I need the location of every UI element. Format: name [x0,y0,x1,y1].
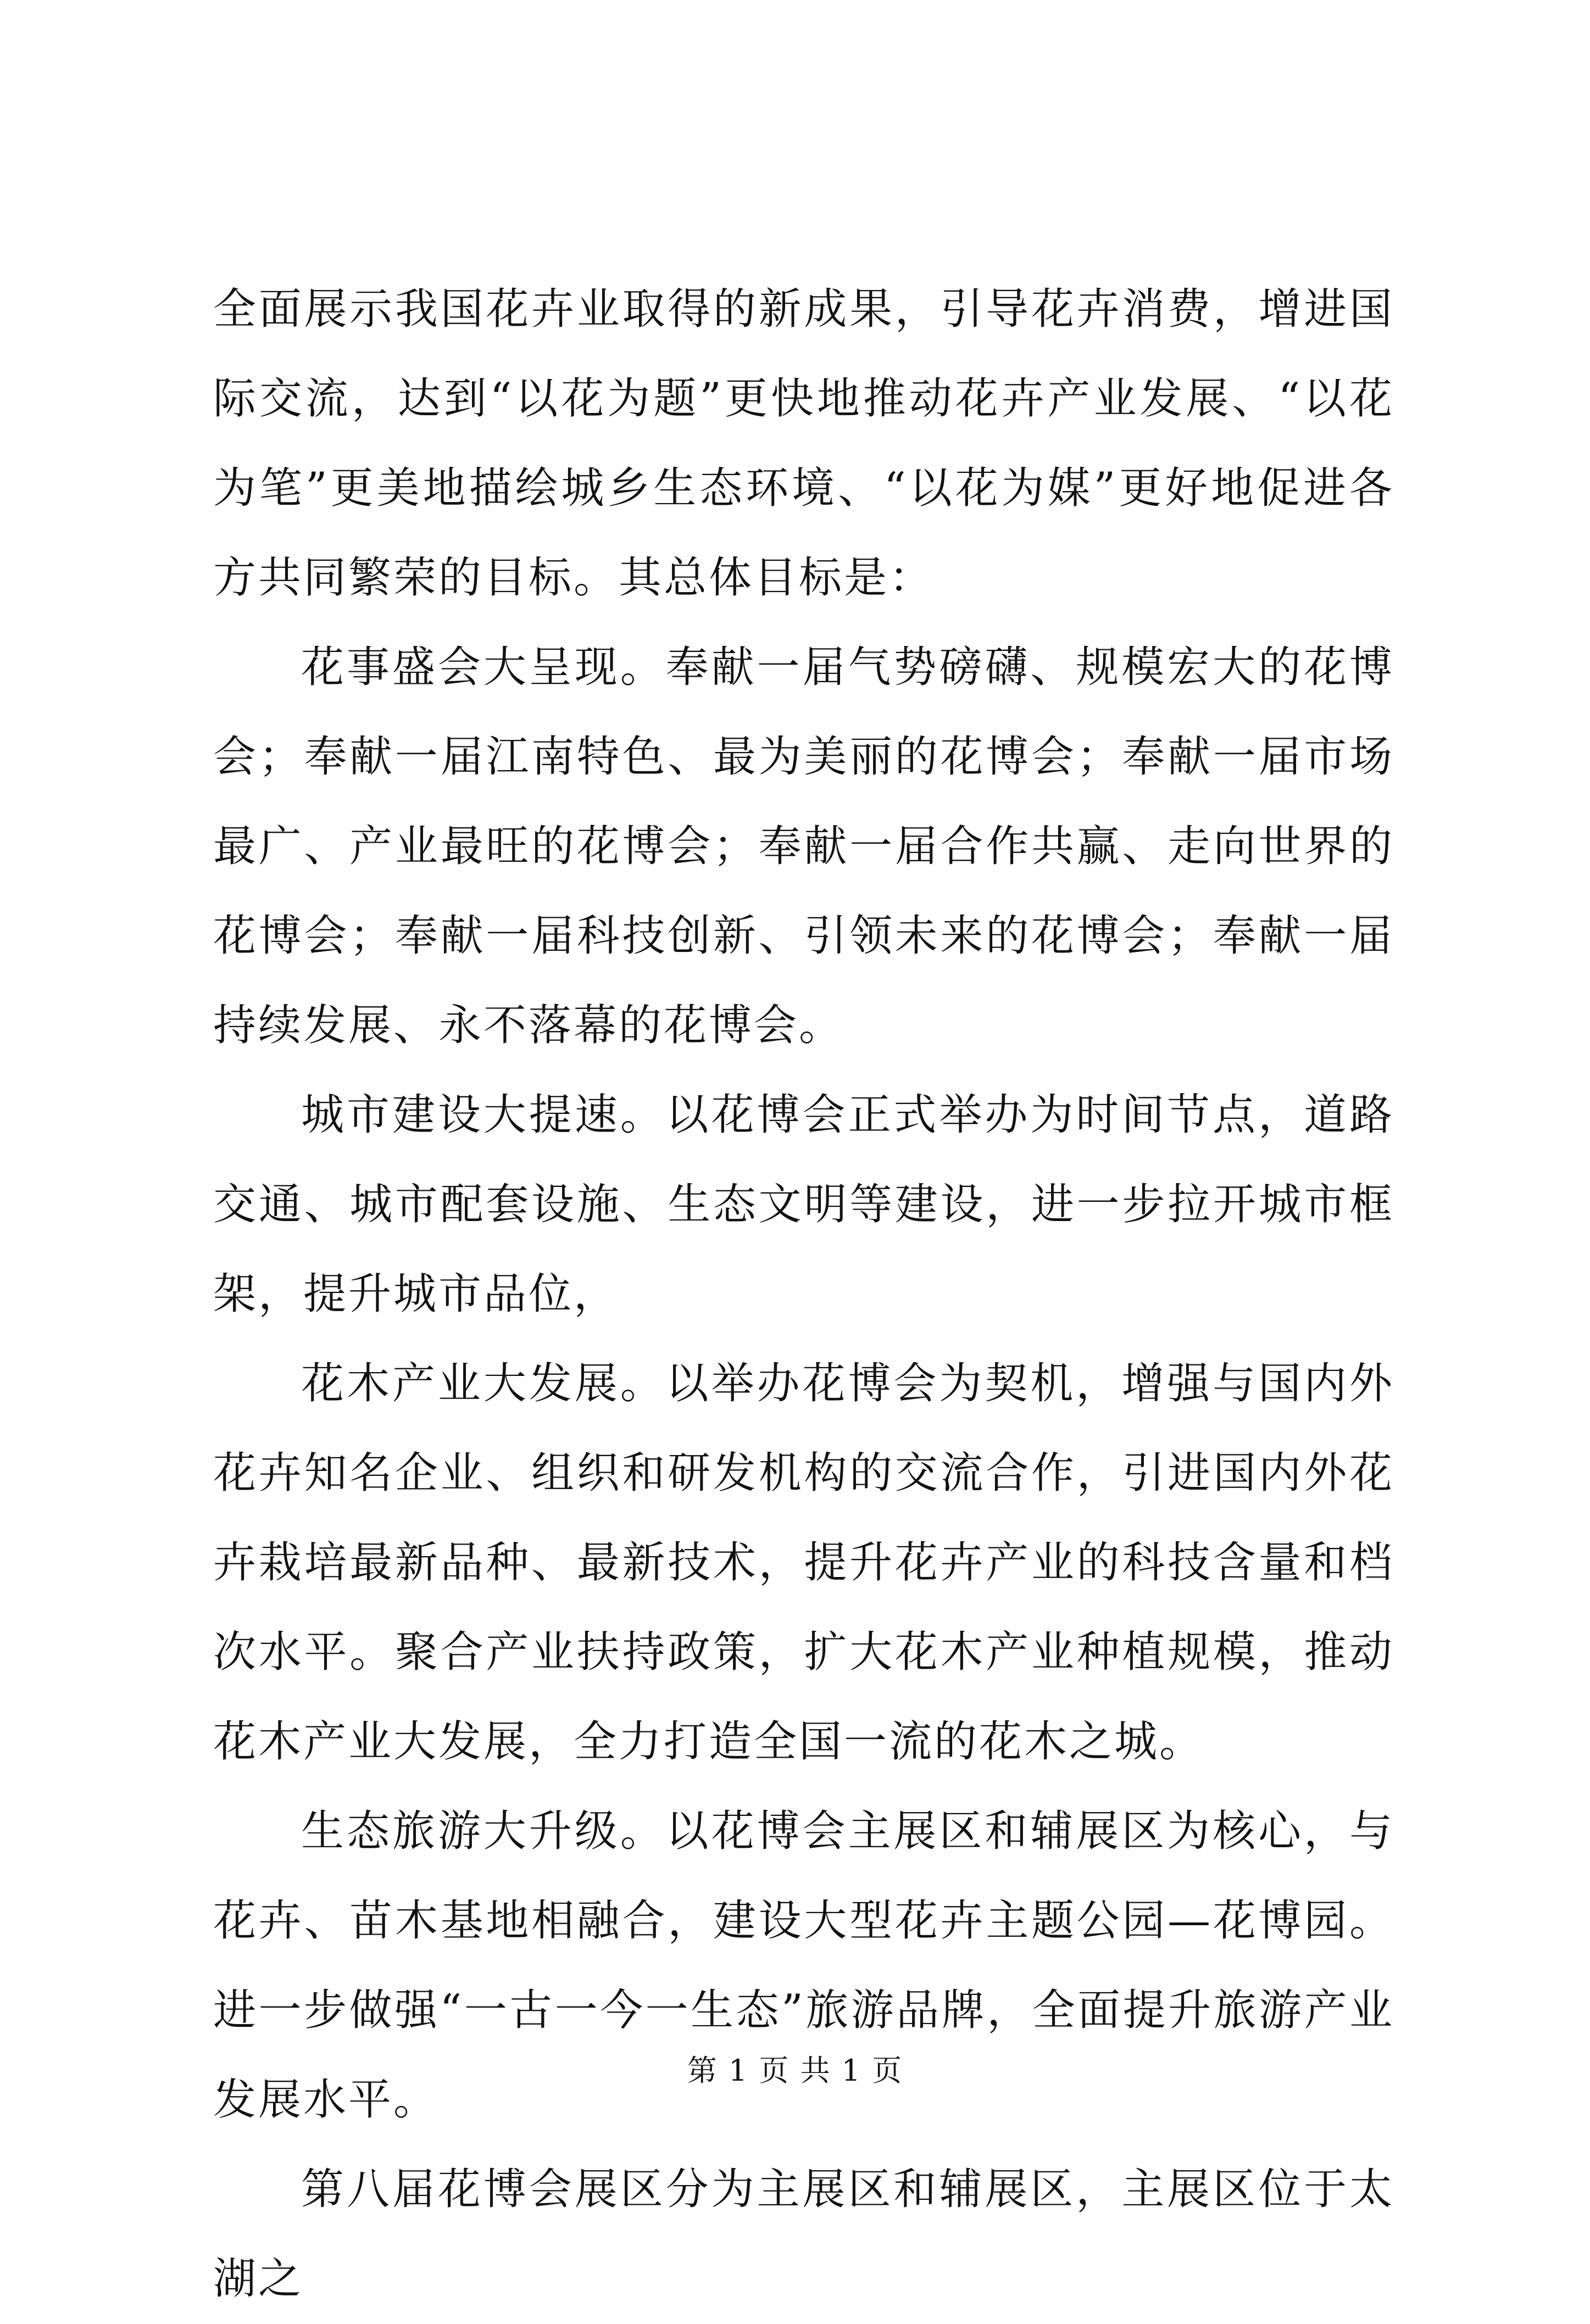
page-footer: 第 1 页 共 1 页 [687,2053,903,2088]
paragraph-flower-event: 花事盛会大呈现。奉献一届气势磅礴、规模宏大的花博会；奉献一届江南特色、最为美丽的花博会；奉献一届市场最广、产业最旺的花博会；奉献一届合作共赢、走向世界的花博会；奉献一届科技创新、引领未来的花博会；奉献一届持续发展、永不落幕的花博会。 [213,643,1394,1050]
document-body [213,265,1394,2324]
paragraph-exhibition-areas: 第八届花博会展区分为主展区和辅展区，主展区位于太湖之 [213,2165,1394,2304]
paragraph-flower-industry: 花木产业大发展。以举办花博会为契机，增强与国内外花卉知名企业、组织和研发机构的交流合作，引进国内外花卉栽培最新品种、最新技术，提升花卉产业的科技含量和档次水平。聚合产业扶持政策，扩大花木产业种植规模，推动花木产业大发展，全力打造全国一流的花木之城。 [213,1359,1394,1766]
paragraph-intro: 全面展示我国花卉业取得的新成果，引导花卉消费，增进国际交流，达到“以花为题”更快地推动花卉产业发展、“以花为笔”更美地描绘城乡生态环境、“以花为媒”更好地促进各方共同繁荣的目标。其总体目标是： [213,285,1394,603]
paragraph-eco-tourism: 生态旅游大升级。以花博会主展区和辅展区为核心，与花卉、苗木基地相融合，建设大型花卉主题公园—花博园。进一步做强“一古一今一生态”旅游品牌，全面提升旅游产业发展水平。 [213,1807,1394,2125]
paragraph-city-construction: 城市建设大提速。以花博会正式举办为时间节点，道路交通、城市配套设施、生态文明等建设，进一步拉开城市框架，提升城市品位， [213,1090,1394,1319]
